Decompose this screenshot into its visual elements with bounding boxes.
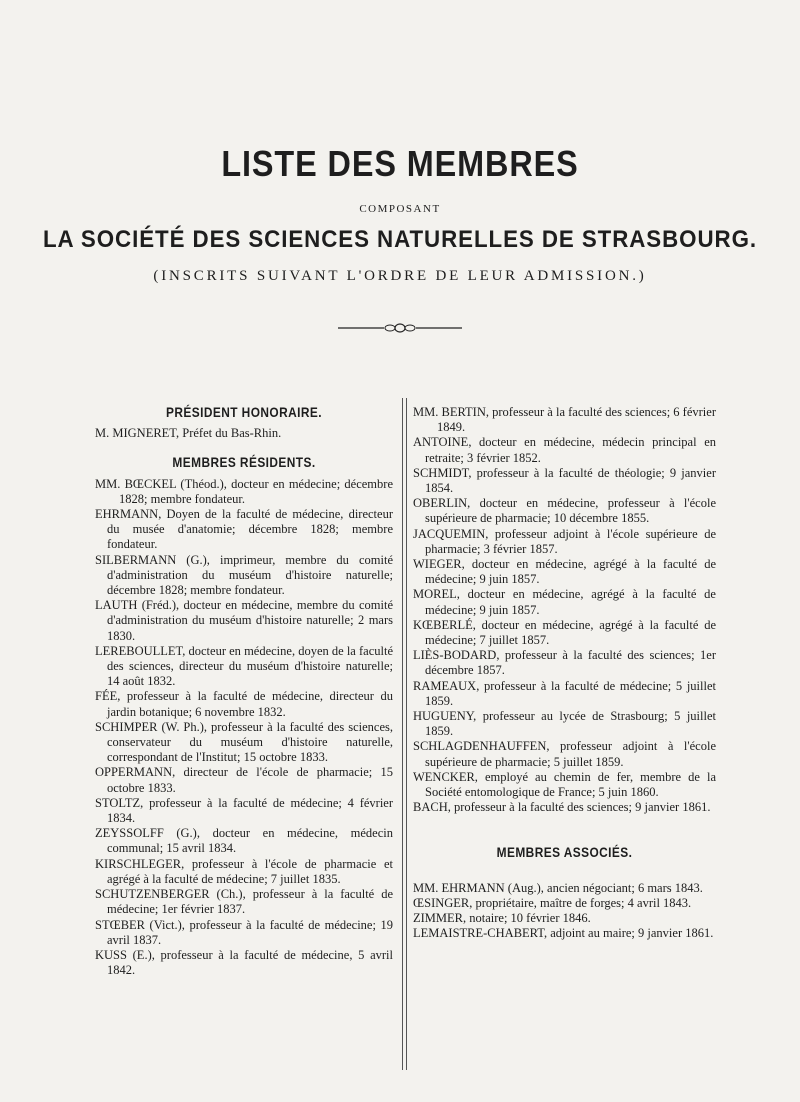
member-entry: STŒBER (Vict.), professeur à la faculté de médecine; 19 avril 1837. [95,917,393,947]
member-entry: ANTOINE, docteur en médecine, médecin principal en retraite; 3 février 1852. [413,435,716,465]
member-entry: EHRMANN, Doyen de la faculté de médecine, directeur du musée d'anatomie; décembre 1828; membre fondateur. [95,507,393,552]
member-entry: JACQUEMIN, professeur adjoint à l'école supérieure de pharmacie; 3 février 1857. [413,526,716,556]
member-entry: BACH, professeur à la faculté des sciences; 9 janvier 1861. [413,800,711,815]
member-entry: LAUTH (Fréd.), docteur en médecine, membre du comité d'administration du muséum d'histoire naturelle; 2 mars 1830. [95,598,393,643]
member-entry: LIÈS-BODARD, professeur à la faculté des sciences; 1er décembre 1857. [413,648,716,678]
member-entry: ZEYSSOLFF (G.), docteur en médecine, médecin communal; 15 avril 1834. [95,826,393,856]
residents-heading: MEMBRES RÉSIDENTS. [172,454,316,471]
member-entry: WIEGER, docteur en médecine, agrégé à la faculté de médecine; 9 juin 1857. [413,557,716,587]
president-entry: M. MIGNERET, Préfet du Bas-Rhin. [95,426,282,441]
member-entry: SILBERMANN (G.), imprimeur, membre du comité d'administration du muséum d'histoire naturelle; décembre 1828; membre fondateur. [95,552,393,598]
member-entry: STOLTZ, professeur à la faculté de médecine; 4 février 1834. [95,795,393,826]
member-entry: SCHIMPER (W. Ph.), professeur à la faculté des sciences, conservateur du muséum d'histoire naturelle, correspondant de l'Institut; 15 octobre 1833. [95,719,393,765]
member-entry: HUGUENY, professeur au lycée de Strasbourg; 5 juillet 1859. [413,709,716,739]
member-entry: SCHUTZENBERGER (Ch.), professeur à la faculté de médecine; 1er février 1837. [95,887,393,917]
associate-entry: ZIMMER, notaire; 10 février 1846. [413,911,591,926]
member-entry: RAMEAUX, professeur à la faculté de médecine; 5 juillet 1859. [413,678,716,708]
associates-heading: MEMBRES ASSOCIÉS. [496,844,633,861]
president-heading: PRÉSIDENT HONORAIRE. [166,404,322,420]
member-entry: SCHLAGDENHAUFFEN, professeur adjoint à l'école supérieure de pharmacie; 5 juillet 1859. [413,739,716,769]
member-entry: WENCKER, employé au chemin de fer, membre de la Société entomologique de France; 5 juin 1860. [413,769,716,800]
member-entry: KŒBERLÉ, docteur en médecine, agrégé à la faculté de médecine; 7 juillet 1857. [413,617,716,648]
associate-entry: MM. EHRMANN (Aug.), ancien négociant; 6 mars 1843. [413,880,703,895]
column-divider [402,398,407,1070]
member-entry: SCHMIDT, professeur à la faculté de théologie; 9 janvier 1854. [413,465,716,496]
member-entry: MM. BŒCKEL (Théod.), docteur en médecine; décembre 1828; membre fondateur. [95,476,393,506]
page-title: LISTE DES MEMBRES [221,143,579,184]
member-entry: OPPERMANN, directeur de l'école de pharmacie; 15 octobre 1833. [95,765,393,795]
member-entry: FÉE, professeur à la faculté de médecine, directeur du jardin botanique; 6 novembre 1832. [95,689,393,719]
member-entry: KUSS (E.), professeur à la faculté de médecine, 5 avril 1842. [95,947,393,978]
member-entry: OBERLIN, docteur en médecine, professeur à l'école supérieure de pharmacie; 10 décembre 1855. [413,496,716,526]
left-column [95,405,393,978]
admission-note: (INSCRITS SUIVANT L'ORDRE DE LEUR ADMISSION.) [153,268,647,284]
society-name: LA SOCIÉTÉ DES SCIENCES NATURELLES DE STRASBOURG. [42,226,757,253]
right-column [413,405,716,942]
page-subtitle: COMPOSANT [359,203,441,215]
member-entry: LEREBOULLET, docteur en médecine, doyen de la faculté des sciences, directeur du muséum d'histoire naturelle; 14 août 1832. [95,643,393,689]
member-entry: KIRSCHLEGER, professeur à l'école de pharmacie et agrégé à la faculté de médecine; 7 juillet 1835. [95,856,393,886]
member-entry: MOREL, docteur en médecine, agrégé à la faculté de médecine; 9 juin 1857. [413,587,716,617]
member-entry: MM. BERTIN, professeur à la faculté des sciences; 6 février 1849. [413,405,716,435]
associate-entry: ŒSINGER, propriétaire, maître de forges; 4 avril 1843. [413,895,692,910]
ornament-divider [338,322,462,334]
associate-entry: LEMAISTRE-CHABERT, adjoint au maire; 9 janvier 1861. [413,926,714,941]
